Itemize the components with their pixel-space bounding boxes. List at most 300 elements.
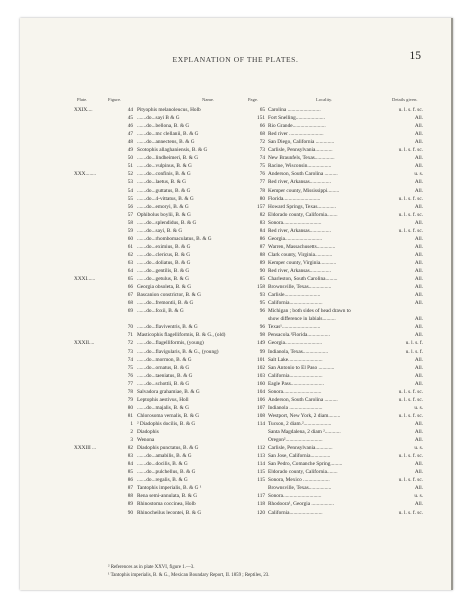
table-row bbox=[20, 203, 451, 211]
figure-cell: 61 bbox=[127, 243, 133, 250]
locality-cell: Charleston, South Carolina......... bbox=[268, 276, 338, 283]
details-cell: All. bbox=[414, 251, 423, 258]
name-cell: .......do...mc clellanii, B. & G bbox=[137, 131, 199, 138]
page-cell: 115 bbox=[257, 477, 265, 484]
page-cell: 83 bbox=[259, 219, 265, 226]
details-cell: All. bbox=[414, 235, 423, 242]
name-cell: .......do...doliatus, B. & G bbox=[137, 259, 191, 266]
name-cell: .......do...bellona, B. & G bbox=[137, 123, 190, 130]
locality-cell: San Antonio to El Paso ............ bbox=[268, 364, 335, 371]
figure-cell: 48 bbox=[127, 139, 133, 146]
locality-cell: Carlisle, Pennsylvania............. bbox=[268, 445, 333, 452]
name-cell: .......do...ornatus, B. & G bbox=[137, 364, 190, 371]
figure-cell: 90 bbox=[127, 509, 133, 516]
name-cell: Bascanion constrictor, B. & G bbox=[137, 292, 201, 299]
footnote: ¹ Tantophis imperialis, B. & G., Mexican Boundary Report, II. 1859 ; Reptiles, 23. bbox=[108, 573, 270, 578]
page-cell: 85 bbox=[259, 276, 265, 283]
page-cell: 93 bbox=[259, 292, 265, 299]
page-cell: 75 bbox=[259, 163, 265, 170]
name-cell: .......do...fremontii, B. & G bbox=[137, 300, 194, 307]
name-cell: .......do...lindheimeri, B. & G bbox=[137, 155, 199, 162]
locality-cell: Red river, Arkansas................ bbox=[268, 227, 331, 234]
locality-cell: Carolina ......................... bbox=[268, 107, 321, 113]
page-cell: 78 bbox=[259, 187, 265, 194]
figure-cell: 79 bbox=[127, 396, 133, 403]
table-row bbox=[20, 130, 451, 138]
table-row bbox=[20, 275, 451, 283]
page-cell: 98 bbox=[259, 332, 265, 339]
locality-cell: Santa Magdalena, 2 diam ²............ bbox=[268, 429, 341, 435]
figure-cell: 81 bbox=[127, 412, 133, 419]
details-cell: u. s. bbox=[414, 171, 423, 178]
table-row bbox=[20, 509, 451, 517]
figure-cell: 70 bbox=[127, 324, 133, 331]
locality-cell: Carlisle........................... bbox=[268, 292, 321, 299]
figure-cell: 63 bbox=[127, 259, 133, 266]
locality-cell: Anderson, South Carolina .......... bbox=[268, 396, 338, 403]
name-cell: Salvadora grahamiae, B. & G bbox=[137, 388, 200, 395]
page-cell: 114 bbox=[257, 420, 265, 427]
plate-cell: XXIX.... bbox=[74, 107, 93, 113]
plate-cell: XXX........ bbox=[74, 171, 97, 178]
page-cell: 66 bbox=[259, 123, 265, 130]
table-row bbox=[20, 243, 451, 251]
locality-cell: New Braunfels, Texas............... bbox=[268, 155, 335, 162]
details-cell: All. bbox=[414, 461, 423, 468]
page-cell: 89 bbox=[259, 259, 265, 266]
details-cell: All. bbox=[414, 219, 423, 226]
figure-cell: 82 bbox=[127, 445, 133, 452]
details-cell: All. bbox=[414, 437, 423, 444]
table-row bbox=[20, 114, 451, 122]
figure-cell: 62 bbox=[127, 251, 133, 258]
page-cell: 86 bbox=[259, 235, 265, 242]
table-row bbox=[20, 178, 451, 186]
name-cell: .......do...gentilis, B. & G bbox=[137, 268, 190, 274]
locality-cell: Red river .......................... bbox=[268, 131, 324, 138]
name-cell: .......do...foxii, B. & G bbox=[137, 308, 184, 315]
details-cell: All. bbox=[414, 139, 423, 146]
details-cell: All. bbox=[414, 372, 423, 379]
page-cell: 117 bbox=[257, 493, 265, 500]
locality-cell: Kemper county, Virginia............ bbox=[268, 259, 337, 266]
name-cell: .......do...regalis, B. & G bbox=[137, 477, 188, 484]
plate-cell: XXXI...... bbox=[74, 276, 96, 283]
page-cell: 106 bbox=[257, 396, 265, 403]
name-cell: .......do...rhombomaculatus, B. & G bbox=[137, 235, 212, 242]
details-cell: u. l. s. f. sc. bbox=[398, 477, 423, 484]
details-cell: u. l. s. f. bbox=[405, 340, 423, 347]
table-row bbox=[20, 154, 451, 162]
name-cell: .......do...confinis, B. & G bbox=[137, 171, 191, 178]
table-row bbox=[20, 339, 451, 347]
page-cell: 108 bbox=[257, 412, 265, 419]
name-cell: .......do...emoryi, B. & G bbox=[137, 203, 189, 210]
page-number: 15 bbox=[409, 50, 421, 62]
details-cell: All. bbox=[414, 332, 423, 339]
page-cell: 112 bbox=[257, 445, 265, 452]
table-row bbox=[20, 323, 451, 331]
figure-cell: 69 bbox=[127, 308, 133, 315]
details-cell: u. s. bbox=[414, 404, 423, 411]
figure-cell: 60 bbox=[127, 235, 133, 242]
details-cell: All. bbox=[414, 276, 423, 283]
figure-cell: 56 bbox=[127, 203, 133, 210]
header-plate: Plate. bbox=[77, 97, 88, 102]
figure-cell: 45 bbox=[127, 115, 133, 122]
table-row bbox=[20, 267, 451, 275]
page-cell: 104 bbox=[257, 388, 265, 395]
figure-cell: 89 bbox=[127, 501, 133, 508]
figure-cell: 58 bbox=[127, 219, 133, 226]
details-cell: u. l. s. f. sc. bbox=[398, 147, 423, 154]
table-row bbox=[20, 396, 451, 404]
locality-cell: San Diego, California .............. bbox=[268, 139, 335, 146]
locality-cell: San Jose, California............... bbox=[268, 453, 331, 460]
header-page: Page. bbox=[248, 97, 259, 102]
page-cell: 82 bbox=[259, 211, 265, 218]
locality-cell: Brownsville, Texas................. bbox=[268, 485, 332, 492]
locality-cell: Kemper county, Mississippi......... bbox=[268, 187, 340, 194]
details-cell: All. bbox=[414, 429, 423, 435]
details-cell: All. bbox=[414, 485, 423, 492]
name-cell: .......do...schottii, B. & G bbox=[137, 380, 190, 387]
header-locality: Locality. bbox=[316, 97, 333, 102]
name-cell: Diadophis punctatus, B. & G bbox=[137, 445, 199, 452]
table-row bbox=[20, 162, 451, 170]
details-cell: All. bbox=[414, 155, 423, 162]
table-row bbox=[20, 138, 451, 146]
locality-cell: Indianola ......................... bbox=[268, 404, 323, 411]
details-cell: u. l. s. f. bbox=[405, 348, 423, 355]
details-cell: All. bbox=[414, 268, 423, 274]
page-cell: 158 bbox=[257, 284, 265, 291]
details-cell: All. bbox=[414, 364, 423, 371]
locality-cell: Sonora............................. bbox=[268, 493, 322, 500]
locality-cell: Warren, Massachusetts.............. bbox=[268, 243, 336, 250]
figure-cell: 68 bbox=[127, 300, 133, 307]
table-row bbox=[20, 420, 451, 428]
table-row bbox=[20, 122, 451, 130]
name-cell: Georgia obsoleta, B. & G bbox=[137, 284, 192, 291]
figure-cell: 71 bbox=[127, 332, 133, 339]
figure-cell: 77 bbox=[127, 380, 133, 387]
figure-cell: 72 bbox=[127, 340, 133, 347]
page-cell: 90 bbox=[259, 268, 265, 274]
details-cell: All. bbox=[414, 300, 423, 307]
name-cell: ² Diadophis docilis, B. & G bbox=[137, 420, 196, 427]
details-cell: u. l. s. f. sc. bbox=[398, 211, 423, 218]
figure-cell: 73 bbox=[127, 348, 133, 355]
locality-cell: Sonora............................. bbox=[268, 219, 322, 226]
table-row bbox=[20, 484, 451, 492]
name-cell: Rhinostoma coccinea, Holb bbox=[137, 501, 196, 508]
table-row bbox=[20, 331, 451, 339]
figure-cell: 84 bbox=[127, 461, 133, 468]
figure-cell: 86 bbox=[127, 477, 133, 484]
details-cell: u. l. s. f. sc. bbox=[398, 509, 423, 516]
page-cell: 103 bbox=[257, 372, 265, 379]
details-cell: All. bbox=[414, 316, 423, 323]
page-cell: 73 bbox=[259, 147, 265, 154]
details-cell: All. bbox=[414, 179, 423, 186]
name-cell: .......do...taeniatus, B. & G bbox=[137, 372, 193, 379]
table-row bbox=[20, 299, 451, 307]
locality-cell: Red river, Arkansas................ bbox=[268, 179, 331, 186]
details-cell: All. bbox=[414, 187, 423, 194]
figure-cell: 47 bbox=[127, 131, 133, 138]
figure-cell: 46 bbox=[127, 123, 133, 130]
page-cell: 95 bbox=[259, 300, 265, 307]
name-cell: .......do...4-vittatus, B. & G bbox=[137, 195, 194, 202]
table-row bbox=[20, 444, 451, 452]
page-cell: 76 bbox=[259, 171, 265, 178]
table-row bbox=[20, 195, 451, 203]
table-row bbox=[20, 170, 451, 178]
name-cell: .......do...getulus, B. & G bbox=[137, 276, 189, 283]
name-cell: .......do...sayi B & G bbox=[137, 115, 180, 122]
locality-cell: California......................... bbox=[268, 509, 323, 516]
name-cell: .......do...docilis, B. & G bbox=[137, 461, 188, 468]
figure-cell: 74 bbox=[127, 356, 133, 363]
table-row bbox=[20, 492, 451, 500]
name-cell: Masticophis flagelliformis, B. & G., (old) bbox=[137, 332, 226, 339]
table-row bbox=[20, 307, 451, 315]
name-cell: Wenona bbox=[137, 437, 155, 444]
table-row bbox=[20, 436, 451, 444]
locality-cell: Florida............................ bbox=[268, 195, 321, 202]
name-cell: Rena semi-annulata, B. & G bbox=[137, 493, 198, 500]
locality-cell: Red river, Arkansas................ bbox=[268, 268, 331, 274]
page-cell: 151 bbox=[257, 115, 265, 122]
header-name: Name. bbox=[202, 97, 215, 102]
page-cell: 96 bbox=[259, 324, 265, 331]
page-cell: 74 bbox=[259, 155, 265, 162]
table-row bbox=[20, 235, 451, 243]
page-cell: 80 bbox=[259, 195, 265, 202]
footnote: ² References as in plate XXVI, figure 1.—3. bbox=[108, 565, 195, 570]
table-row bbox=[20, 372, 451, 380]
table-row bbox=[20, 412, 451, 420]
name-cell: Scotophis allaghaniensis, B. & G bbox=[137, 147, 208, 154]
details-cell: u. l. s. f. sc. bbox=[398, 388, 423, 395]
page-cell: 84 bbox=[259, 227, 265, 234]
figure-cell: 55 bbox=[127, 195, 133, 202]
figure-cell: 54 bbox=[127, 187, 133, 194]
page-cell: 115 bbox=[257, 469, 265, 476]
locality-cell: Clark county, Virginia............. bbox=[268, 251, 333, 258]
details-cell: u. l. s. f. sc. bbox=[398, 227, 423, 234]
table-row bbox=[20, 259, 451, 267]
details-cell: All. bbox=[414, 324, 423, 331]
figure-cell: 44 bbox=[127, 107, 133, 113]
table-row bbox=[20, 315, 451, 323]
details-cell: All. bbox=[414, 380, 423, 387]
table-row bbox=[20, 476, 451, 484]
details-cell: All. bbox=[414, 123, 423, 130]
details-cell: All. bbox=[414, 284, 423, 291]
figure-cell: 53 bbox=[127, 179, 133, 186]
name-cell: Ophibolus boylii, B. & G bbox=[137, 211, 191, 218]
page-cell: 107 bbox=[257, 404, 265, 411]
table-row bbox=[20, 404, 451, 412]
name-cell: Leptophis aestivus, Holl bbox=[137, 396, 189, 403]
locality-cell: California......................... bbox=[268, 300, 323, 307]
locality-cell: Rhodoora¹, Georgia ................. bbox=[268, 501, 334, 508]
name-cell: Pityophis melanoleucus, Holb bbox=[137, 107, 201, 113]
name-cell: Chlorosoma vernalis, B. & G bbox=[137, 412, 200, 419]
details-cell: All. bbox=[414, 115, 423, 122]
page-cell: 96 bbox=[259, 308, 265, 315]
locality-cell: Texas¹............................. bbox=[268, 324, 321, 331]
figure-cell: 59 bbox=[127, 227, 133, 234]
details-cell: All. bbox=[414, 501, 423, 508]
page-cell: 157 bbox=[257, 203, 265, 210]
figure-cell: 52 bbox=[127, 171, 133, 178]
details-cell: All. bbox=[414, 163, 423, 170]
details-cell: All. bbox=[414, 203, 423, 210]
locality-cell: Carlisle, Pennsylvania............. bbox=[268, 147, 333, 154]
figure-cell: 67 bbox=[127, 292, 133, 299]
page-cell: 160 bbox=[257, 380, 265, 387]
page-cell: 88 bbox=[259, 251, 265, 258]
table-row bbox=[20, 460, 451, 468]
figure-cell: 66 bbox=[127, 284, 133, 291]
name-cell: .......do...clericus, B. & G bbox=[137, 251, 191, 258]
name-cell: .......do...annectens, B. & G bbox=[137, 139, 195, 146]
table-row bbox=[20, 291, 451, 299]
header-figure: Figure. bbox=[108, 97, 122, 102]
locality-cell: Oregon²............................ bbox=[268, 437, 323, 444]
table-row bbox=[20, 380, 451, 388]
locality-cell: Tucson, 2 diam.²..................... bbox=[268, 420, 332, 427]
name-cell: .......do...guttatus, B. & G bbox=[137, 187, 191, 194]
locality-cell: Racine, Wisconsin.................. bbox=[268, 163, 332, 170]
table-row bbox=[20, 187, 451, 195]
running-title: EXPLANATION OF THE PLATES. bbox=[172, 55, 299, 64]
locality-cell: Rio Grande......................... bbox=[268, 123, 326, 130]
locality-cell: show difference in labials.......... bbox=[268, 316, 336, 323]
locality-cell: Howard Springs, Texas.............. bbox=[268, 203, 336, 210]
name-cell: .......do...flavigularis, B. & G., (young) bbox=[137, 348, 219, 355]
figure-cell: 87 bbox=[127, 485, 133, 492]
details-cell: u. l. s. f. sc. bbox=[398, 195, 423, 202]
locality-cell: Eagle Pass......................... bbox=[268, 380, 324, 387]
name-cell: .......do...eximius, B. & G bbox=[137, 243, 191, 250]
locality-cell: California......................... bbox=[268, 372, 323, 379]
details-cell: All. bbox=[414, 131, 423, 138]
details-cell: All. bbox=[414, 243, 423, 250]
locality-cell: Eldorado county, California........ bbox=[268, 469, 338, 476]
page-cell: 118 bbox=[257, 501, 265, 508]
figure-cell: 83 bbox=[127, 453, 133, 460]
details-cell: All. bbox=[414, 356, 423, 363]
locality-cell: Westport, New York, 2 diam......... bbox=[268, 412, 341, 419]
table-row bbox=[20, 364, 451, 372]
plate-cell: XXXIII ... bbox=[74, 445, 97, 452]
name-cell: .......do...flagelliformis, (young) bbox=[137, 340, 204, 347]
page-cell: 102 bbox=[257, 364, 265, 371]
header-details: Details given. bbox=[392, 97, 418, 102]
locality-cell: Georgia............................ bbox=[268, 235, 323, 242]
name-cell: .......do...flaviventris, B. & G bbox=[137, 324, 198, 331]
details-cell: All. bbox=[414, 259, 423, 266]
table-row bbox=[20, 227, 451, 235]
figure-cell: 49 bbox=[127, 147, 133, 154]
name-cell: .......do...amabilis, B. & G bbox=[137, 453, 192, 460]
table-row bbox=[20, 468, 451, 476]
page-cell: 65 bbox=[259, 107, 265, 113]
name-cell: .......do...mormon, B. & G bbox=[137, 356, 192, 363]
locality-cell: Fort Snelling...................... bbox=[268, 115, 325, 122]
document-page bbox=[20, 18, 453, 590]
details-cell: u. l. s. f. sc. bbox=[398, 107, 423, 113]
name-cell: .......do...splendidus, B. & G bbox=[137, 219, 197, 226]
page-cell: 87 bbox=[259, 243, 265, 250]
figure-cell: 80 bbox=[127, 404, 133, 411]
page-cell: 68 bbox=[259, 131, 265, 138]
table-row bbox=[20, 146, 451, 154]
page-cell: 99 bbox=[259, 348, 265, 355]
details-cell: u. s. bbox=[414, 493, 423, 500]
locality-cell: Brownsville, Texas................. bbox=[268, 284, 332, 291]
details-cell: All. bbox=[414, 292, 423, 299]
name-cell: .......do...vulpinus, B. & G bbox=[137, 163, 192, 170]
locality-cell: Sonora............................. bbox=[268, 388, 322, 395]
figure-cell: 75 bbox=[127, 364, 133, 371]
figure-cell: 50 bbox=[127, 155, 133, 162]
details-cell: u. l. s. f. sc. bbox=[398, 412, 423, 419]
plate-cell: XXXII.... bbox=[74, 340, 95, 347]
name-cell: Diadophis bbox=[137, 429, 159, 435]
table-row bbox=[20, 500, 451, 508]
figure-cell: 88 bbox=[127, 493, 133, 500]
figure-cell: 51 bbox=[127, 163, 133, 170]
page-cell: 77 bbox=[259, 179, 265, 186]
page-cell: 72 bbox=[259, 139, 265, 146]
page-cell: 114 bbox=[257, 461, 265, 468]
figure-cell: 3 bbox=[130, 437, 133, 444]
details-cell: All. bbox=[414, 420, 423, 427]
figure-cell: 64 bbox=[127, 268, 133, 274]
page-cell: 113 bbox=[257, 453, 265, 460]
locality-cell: Pensacola.¹Florida................. bbox=[268, 332, 330, 339]
table-row bbox=[20, 106, 451, 114]
details-cell: u. l. s. f. sc. bbox=[398, 396, 423, 403]
table-row bbox=[20, 356, 451, 364]
name-cell: .......do...majalis, B. & G bbox=[137, 404, 189, 411]
details-cell: u. l. s. f. sc. bbox=[398, 453, 423, 460]
page-cell: 149 bbox=[257, 340, 265, 347]
table-row bbox=[20, 452, 451, 460]
figure-cell: 57 bbox=[127, 211, 133, 218]
locality-cell: Eldorado county, California........ bbox=[268, 211, 338, 218]
name-cell: .......do...laetus, B. & G bbox=[137, 179, 186, 186]
figure-cell: 76 bbox=[127, 372, 133, 379]
page-cell: 101 bbox=[257, 356, 265, 363]
locality-cell: Indianola, Texas................... bbox=[268, 348, 328, 355]
table-row bbox=[20, 251, 451, 259]
name-cell: Rhinocheilus lecontei, B. & G bbox=[137, 509, 202, 516]
table-row bbox=[20, 388, 451, 396]
footnotes bbox=[108, 564, 428, 580]
locality-cell: Georgia............................ bbox=[268, 340, 323, 347]
table-row bbox=[20, 219, 451, 227]
table-row bbox=[20, 428, 451, 436]
locality-cell: Anderson, South Carolina .......... bbox=[268, 171, 338, 178]
details-cell: All. bbox=[414, 469, 423, 476]
table-row bbox=[20, 283, 451, 291]
